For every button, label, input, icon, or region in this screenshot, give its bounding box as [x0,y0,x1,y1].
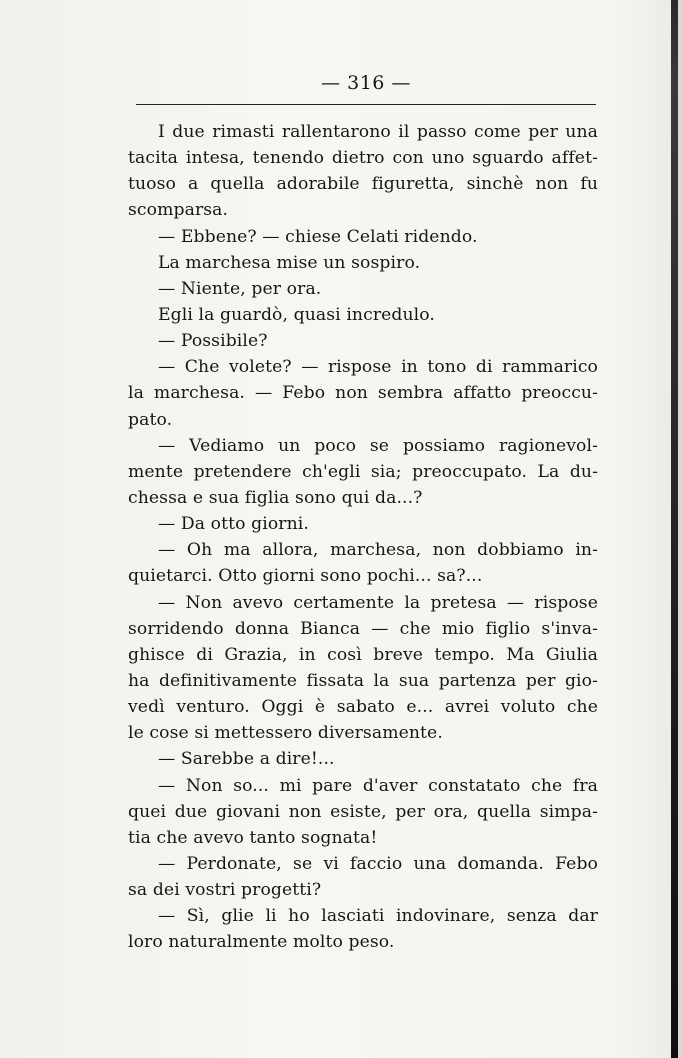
text-line: ghisce di Grazia, in così breve tempo. Ma Giulia [128,644,598,665]
text-line: chessa e sua figlia sono qui da...? [128,487,423,508]
text-line: — Niente, per ora. [158,278,322,299]
text-line: — Da otto giorni. [158,514,309,535]
text-line: La marchesa mise un sospiro. [158,252,421,273]
text-line: le cose si mettessero diversamente. [128,723,443,744]
text-line: quietarci. Otto giorni sono pochi... sa?... [128,566,483,587]
text-line: — Non so... mi pare d'aver constatato che fra [158,775,598,796]
page-edge [678,0,682,1058]
text-line: — Oh ma allora, marchesa, non dobbiamo in- [158,540,598,561]
text-line: sorridendo donna Bianca — che mio figlio s'inva- [128,618,598,639]
header-rule [136,104,596,105]
body-text [128,119,598,956]
binding-shadow [671,0,678,1058]
text-line: — Sì, glie li ho lasciati indovinare, senza dar [158,906,598,927]
text-line: I due rimasti rallentarono il passo come per una [158,122,598,142]
text-line: mente pretendere ch'egli sia; preoccupato. La du- [128,461,598,482]
text-line: pato. [128,409,173,430]
text-line: — Vediamo un poco se possiamo ragionevol- [158,435,598,456]
text-line: ha definitivamente fissata la sua partenza per gio- [128,670,598,691]
text-line: Egli la guardò, quasi incredulo. [158,304,435,325]
text-line: tuoso a quella adorabile figuretta, sinchè non fu [128,174,598,195]
text-line: — Non avevo certamente la pretesa — rispose [158,592,598,613]
text-line: quei due giovani non esiste, per ora, quella simpa- [128,801,598,822]
text-line: — Perdonate, se vi faccio una domanda. Febo [158,853,598,874]
text-line: — Sarebbe a dire!... [158,749,335,770]
text-line: — Ebbene? — chiese Celati ridendo. [158,226,478,247]
text-line: sa dei vostri progetti? [128,880,322,901]
text-line: — Possibile? [158,331,268,352]
text-line: vedì venturo. Oggi è sabato e... avrei voluto che [128,697,598,718]
text-line: tacita intesa, tenendo dietro con uno sguardo affet- [128,148,598,169]
text-line: loro naturalmente molto peso. [128,932,395,953]
text-line: la marchesa. — Febo non sembra affatto preoccu- [128,383,598,404]
text-line: — Che volete? — rispose in tono di rammarico [158,357,598,378]
text-line: scomparsa. [128,200,229,221]
text-line: tia che avevo tanto sognata! [128,827,378,848]
page-number: — 316 — [321,72,411,94]
